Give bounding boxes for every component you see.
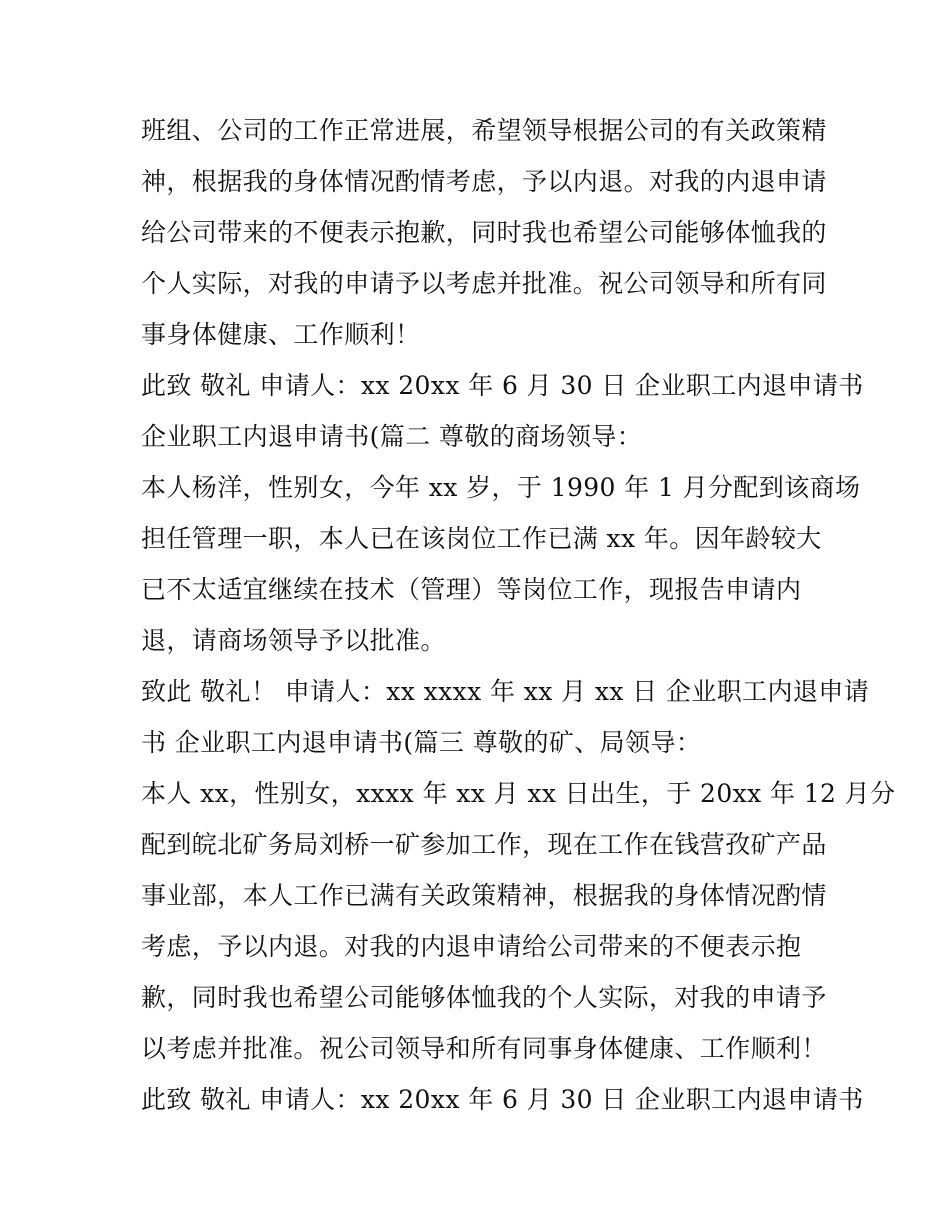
text-line: 本人杨洋，性别女，今年 xx 岁，于 1990 年 1 月分配到该商场 xyxy=(141,473,861,502)
text-line: 班组、公司的工作正常进展，希望领导根据公司的有关政策精 xyxy=(141,116,827,145)
text-line: 神，根据我的身体情况酌情考虑，予以内退。对我的内退申请 xyxy=(141,167,827,196)
text-line: 企业职工内退申请书(篇二 尊敬的商场领导： xyxy=(141,422,643,451)
text-line: 此致 敬礼 申请人：xx 20xx 年 6 月 30 日 企业职工内退申请书 xyxy=(141,1085,864,1114)
text-line: 致此 敬礼！ 申请人：xx xxxx 年 xx 月 xx 日 企业职工内退申请 xyxy=(141,677,870,706)
text-line: 退，请商场领导予以批准。 xyxy=(141,626,446,655)
text-line: 担任管理一职，本人已在该岗位工作已满 xx 年。因年龄较大 xyxy=(141,524,822,553)
text-line: 事业部，本人工作已满有关政策精神，根据我的身体情况酌情 xyxy=(141,881,827,910)
text-line: 事身体健康、工作顺利！ xyxy=(141,320,421,349)
text-line: 给公司带来的不便表示抱歉，同时我也希望公司能够体恤我的 xyxy=(141,218,827,247)
text-line: 配到皖北矿务局刘桥一矿参加工作，现在工作在钱营孜矿产品 xyxy=(141,830,827,859)
text-line: 歉，同时我也希望公司能够体恤我的个人实际，对我的申请予 xyxy=(141,983,827,1012)
text-line: 考虑，予以内退。对我的内退申请给公司带来的不便表示抱 xyxy=(141,932,802,961)
text-line: 已不太适宜继续在技术（管理）等岗位工作，现报告申请内 xyxy=(141,575,802,604)
text-line: 书 企业职工内退申请书(篇三 尊敬的矿、局领导： xyxy=(141,728,702,757)
text-line: 以考虑并批准。祝公司领导和所有同事身体健康、工作顺利！ xyxy=(141,1034,827,1063)
text-line: 此致 敬礼 申请人：xx 20xx 年 6 月 30 日 企业职工内退申请书 xyxy=(141,371,864,400)
text-line: 本人 xx，性别女，xxxx 年 xx 月 xx 日出生，于 20xx 年 12 月分 xyxy=(141,779,896,808)
text-line: 个人实际，对我的申请予以考虑并批准。祝公司领导和所有同 xyxy=(141,269,827,298)
document-body xyxy=(141,105,896,1125)
